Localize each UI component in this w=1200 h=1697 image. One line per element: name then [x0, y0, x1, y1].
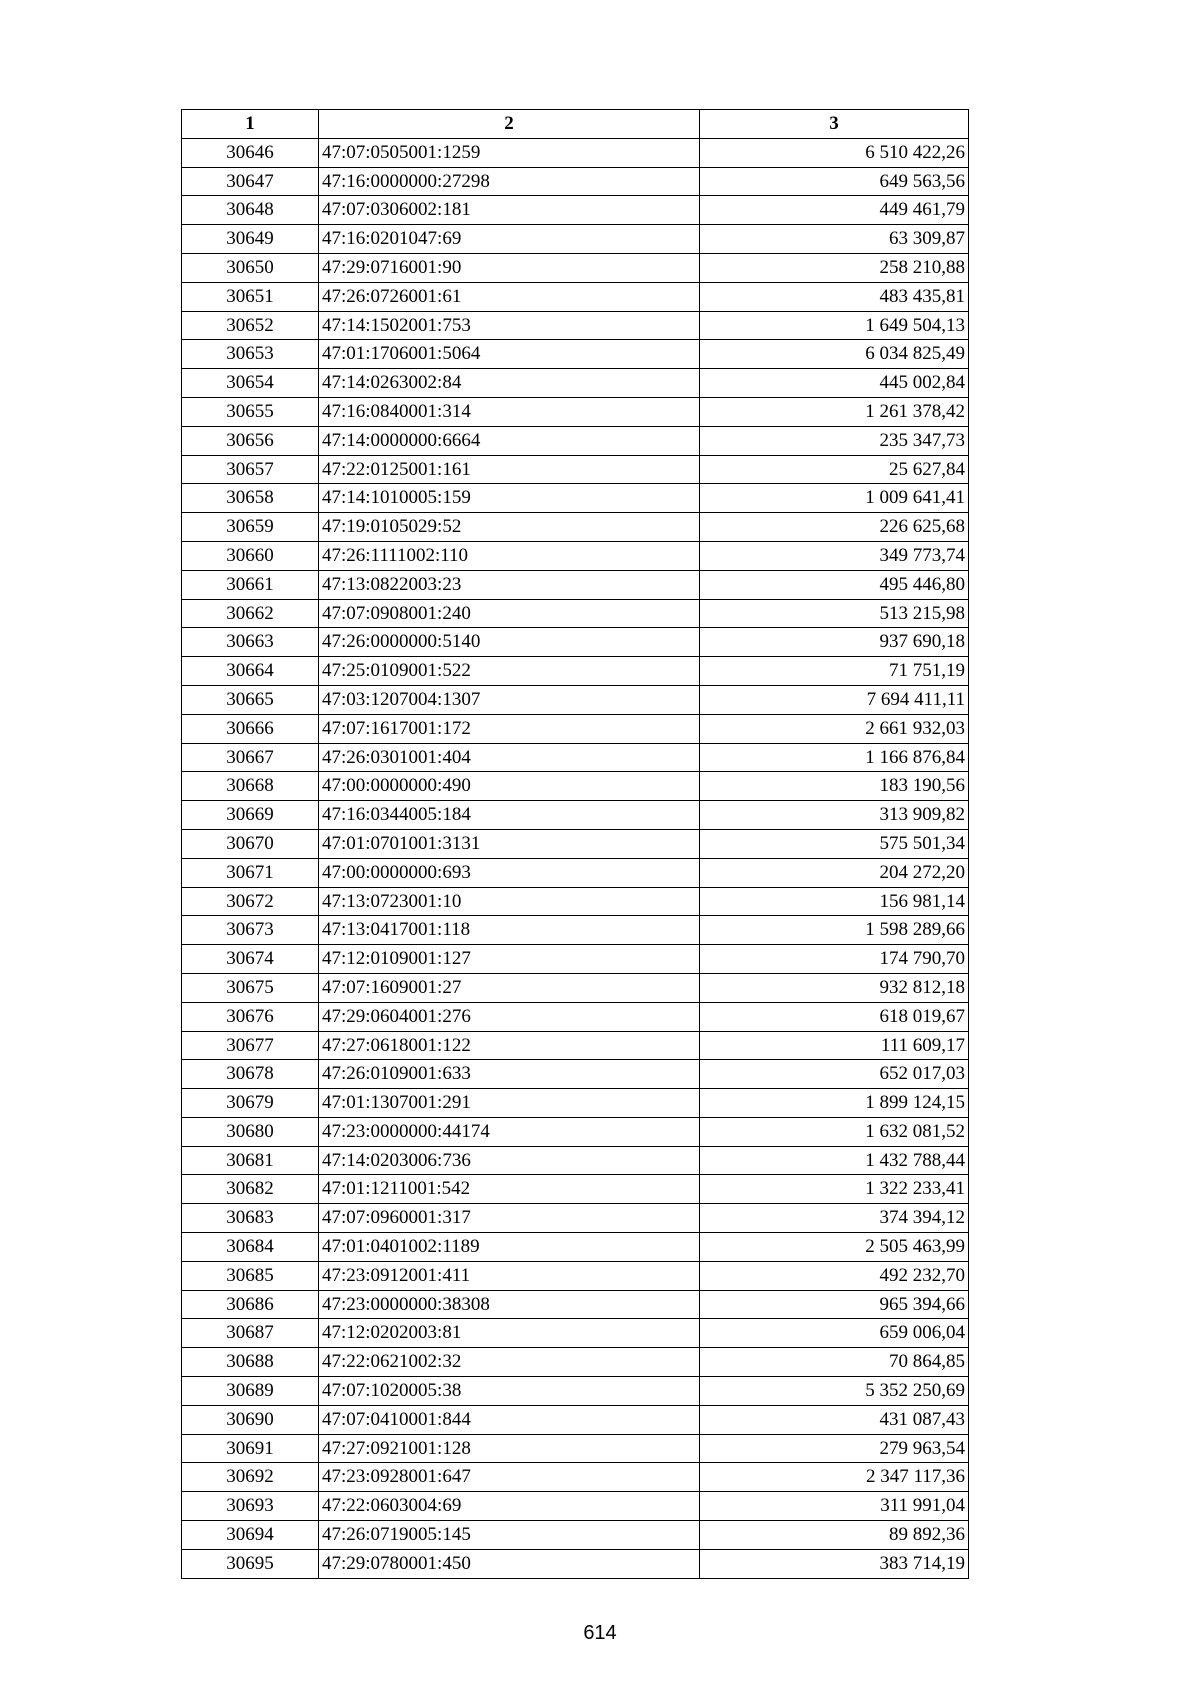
cadastral-number-cell: 47:14:0000000:6664: [319, 426, 700, 455]
value-cell: 111 609,17: [700, 1031, 969, 1060]
row-number-cell: 30685: [182, 1261, 319, 1290]
table-row: [182, 1405, 969, 1434]
cadastral-number-cell: 47:23:0912001:411: [319, 1261, 700, 1290]
table-row: [182, 685, 969, 714]
table-row: [182, 1549, 969, 1578]
cadastral-number-cell: 47:26:1111002:110: [319, 541, 700, 570]
cadastral-number-cell: 47:26:0719005:145: [319, 1521, 700, 1550]
table-row: [182, 1060, 969, 1089]
row-number-cell: 30657: [182, 455, 319, 484]
row-number-cell: 30691: [182, 1434, 319, 1463]
column-header-1: 1: [182, 110, 319, 139]
table-row: [182, 916, 969, 945]
value-cell: 449 461,79: [700, 196, 969, 225]
table-row: [182, 1521, 969, 1550]
table-row: [182, 138, 969, 167]
value-cell: 1 632 081,52: [700, 1117, 969, 1146]
cadastral-number-cell: 47:27:0921001:128: [319, 1434, 700, 1463]
value-cell: 965 394,66: [700, 1290, 969, 1319]
value-cell: 1 432 788,44: [700, 1146, 969, 1175]
row-number-cell: 30668: [182, 772, 319, 801]
cadastral-number-cell: 47:26:0000000:5140: [319, 628, 700, 657]
table-row: [182, 484, 969, 513]
cadastral-number-cell: 47:27:0618001:122: [319, 1031, 700, 1060]
column-header-3: 3: [700, 110, 969, 139]
row-number-cell: 30647: [182, 167, 319, 196]
table-header: [182, 110, 969, 139]
table-row: [182, 973, 969, 1002]
table-row: [182, 1463, 969, 1492]
row-number-cell: 30663: [182, 628, 319, 657]
row-number-cell: 30648: [182, 196, 319, 225]
cadastral-number-cell: 47:07:1609001:27: [319, 973, 700, 1002]
table-row: [182, 1002, 969, 1031]
cadastral-number-cell: 47:07:0505001:1259: [319, 138, 700, 167]
value-cell: 313 909,82: [700, 801, 969, 830]
row-number-cell: 30671: [182, 858, 319, 887]
cadastral-number-cell: 47:07:0960001:317: [319, 1204, 700, 1233]
row-number-cell: 30690: [182, 1405, 319, 1434]
page-number: 614: [583, 1622, 617, 1644]
value-cell: 174 790,70: [700, 945, 969, 974]
cadastral-number-cell: 47:13:0822003:23: [319, 570, 700, 599]
cadastral-number-cell: 47:00:0000000:490: [319, 772, 700, 801]
row-number-cell: 30661: [182, 570, 319, 599]
value-cell: 235 347,73: [700, 426, 969, 455]
cadastral-number-cell: 47:03:1207004:1307: [319, 685, 700, 714]
value-cell: 431 087,43: [700, 1405, 969, 1434]
cadastral-number-cell: 47:01:1706001:5064: [319, 340, 700, 369]
column-header-2: 2: [319, 110, 700, 139]
row-number-cell: 30654: [182, 369, 319, 398]
table-row: [182, 801, 969, 830]
row-number-cell: 30651: [182, 282, 319, 311]
cadastral-number-cell: 47:01:1307001:291: [319, 1089, 700, 1118]
value-cell: 156 981,14: [700, 887, 969, 916]
row-number-cell: 30653: [182, 340, 319, 369]
cadastral-value-table: [181, 109, 969, 1579]
table-row: [182, 426, 969, 455]
table-row: [182, 714, 969, 743]
cadastral-number-cell: 47:16:0000000:27298: [319, 167, 700, 196]
cadastral-number-cell: 47:13:0723001:10: [319, 887, 700, 916]
table-row: [182, 887, 969, 916]
value-cell: 71 751,19: [700, 657, 969, 686]
cadastral-number-cell: 47:07:1020005:38: [319, 1377, 700, 1406]
cadastral-number-cell: 47:16:0344005:184: [319, 801, 700, 830]
value-cell: 6 034 825,49: [700, 340, 969, 369]
value-cell: 63 309,87: [700, 225, 969, 254]
value-cell: 1 261 378,42: [700, 397, 969, 426]
value-cell: 937 690,18: [700, 628, 969, 657]
table-row: [182, 282, 969, 311]
table-row: [182, 196, 969, 225]
row-number-cell: 30666: [182, 714, 319, 743]
cadastral-number-cell: 47:22:0603004:69: [319, 1492, 700, 1521]
table-row: [182, 772, 969, 801]
value-cell: 349 773,74: [700, 541, 969, 570]
table-row: [182, 1233, 969, 1262]
table-row: [182, 1290, 969, 1319]
value-cell: 445 002,84: [700, 369, 969, 398]
table-row: [182, 1175, 969, 1204]
cadastral-number-cell: 47:22:0125001:161: [319, 455, 700, 484]
value-cell: 183 190,56: [700, 772, 969, 801]
cadastral-number-cell: 47:14:1010005:159: [319, 484, 700, 513]
table-row: [182, 1377, 969, 1406]
row-number-cell: 30649: [182, 225, 319, 254]
cadastral-number-cell: 47:07:0306002:181: [319, 196, 700, 225]
value-cell: 1 166 876,84: [700, 743, 969, 772]
value-cell: 204 272,20: [700, 858, 969, 887]
table-row: [182, 1117, 969, 1146]
row-number-cell: 30674: [182, 945, 319, 974]
table-row: [182, 340, 969, 369]
value-cell: 513 215,98: [700, 599, 969, 628]
value-cell: 659 006,04: [700, 1319, 969, 1348]
row-number-cell: 30673: [182, 916, 319, 945]
table-row: [182, 167, 969, 196]
table-row: [182, 628, 969, 657]
table-row: [182, 599, 969, 628]
row-number-cell: 30670: [182, 829, 319, 858]
value-cell: 492 232,70: [700, 1261, 969, 1290]
cadastral-number-cell: 47:26:0301001:404: [319, 743, 700, 772]
value-cell: 5 352 250,69: [700, 1377, 969, 1406]
row-number-cell: 30681: [182, 1146, 319, 1175]
table-row: [182, 1031, 969, 1060]
table-row: [182, 225, 969, 254]
table-row: [182, 513, 969, 542]
row-number-cell: 30695: [182, 1549, 319, 1578]
cadastral-number-cell: 47:26:0726001:61: [319, 282, 700, 311]
value-cell: 575 501,34: [700, 829, 969, 858]
table-row: [182, 829, 969, 858]
cadastral-number-cell: 47:07:1617001:172: [319, 714, 700, 743]
table-row: [182, 743, 969, 772]
table-row: [182, 1146, 969, 1175]
row-number-cell: 30682: [182, 1175, 319, 1204]
row-number-cell: 30679: [182, 1089, 319, 1118]
table-row: [182, 1204, 969, 1233]
cadastral-number-cell: 47:29:0716001:90: [319, 253, 700, 282]
value-cell: 2 661 932,03: [700, 714, 969, 743]
cadastral-number-cell: 47:23:0000000:38308: [319, 1290, 700, 1319]
value-cell: 374 394,12: [700, 1204, 969, 1233]
row-number-cell: 30650: [182, 253, 319, 282]
value-cell: 2 347 117,36: [700, 1463, 969, 1492]
value-cell: 618 019,67: [700, 1002, 969, 1031]
cadastral-number-cell: 47:01:0701001:3131: [319, 829, 700, 858]
table-row: [182, 657, 969, 686]
cadastral-number-cell: 47:16:0201047:69: [319, 225, 700, 254]
cadastral-number-cell: 47:25:0109001:522: [319, 657, 700, 686]
row-number-cell: 30675: [182, 973, 319, 1002]
value-cell: 652 017,03: [700, 1060, 969, 1089]
cadastral-number-cell: 47:14:0203006:736: [319, 1146, 700, 1175]
table-row: [182, 1348, 969, 1377]
row-number-cell: 30659: [182, 513, 319, 542]
row-number-cell: 30656: [182, 426, 319, 455]
row-number-cell: 30687: [182, 1319, 319, 1348]
value-cell: 226 625,68: [700, 513, 969, 542]
table-row: [182, 311, 969, 340]
row-number-cell: 30655: [182, 397, 319, 426]
row-number-cell: 30683: [182, 1204, 319, 1233]
table-row: [182, 1492, 969, 1521]
cadastral-number-cell: 47:26:0109001:633: [319, 1060, 700, 1089]
row-number-cell: 30669: [182, 801, 319, 830]
value-cell: 1 598 289,66: [700, 916, 969, 945]
value-cell: 495 446,80: [700, 570, 969, 599]
value-cell: 1 322 233,41: [700, 1175, 969, 1204]
cadastral-number-cell: 47:19:0105029:52: [319, 513, 700, 542]
table-row: [182, 1261, 969, 1290]
table-row: [182, 1434, 969, 1463]
cadastral-number-cell: 47:23:0000000:44174: [319, 1117, 700, 1146]
value-cell: 1 899 124,15: [700, 1089, 969, 1118]
table-header-row: [182, 110, 969, 139]
table-row: [182, 1319, 969, 1348]
table-row: [182, 541, 969, 570]
row-number-cell: 30694: [182, 1521, 319, 1550]
value-cell: 649 563,56: [700, 167, 969, 196]
table-row: [182, 369, 969, 398]
value-cell: 383 714,19: [700, 1549, 969, 1578]
cadastral-number-cell: 47:07:0410001:844: [319, 1405, 700, 1434]
cadastral-number-cell: 47:14:1502001:753: [319, 311, 700, 340]
value-cell: 6 510 422,26: [700, 138, 969, 167]
table-row: [182, 455, 969, 484]
cadastral-number-cell: 47:12:0202003:81: [319, 1319, 700, 1348]
value-cell: 89 892,36: [700, 1521, 969, 1550]
value-cell: 311 991,04: [700, 1492, 969, 1521]
table-row: [182, 397, 969, 426]
value-cell: 258 210,88: [700, 253, 969, 282]
row-number-cell: 30665: [182, 685, 319, 714]
row-number-cell: 30680: [182, 1117, 319, 1146]
value-cell: 70 864,85: [700, 1348, 969, 1377]
cadastral-number-cell: 47:00:0000000:693: [319, 858, 700, 887]
row-number-cell: 30692: [182, 1463, 319, 1492]
row-number-cell: 30676: [182, 1002, 319, 1031]
cadastral-number-cell: 47:22:0621002:32: [319, 1348, 700, 1377]
row-number-cell: 30688: [182, 1348, 319, 1377]
value-cell: 1 649 504,13: [700, 311, 969, 340]
cadastral-number-cell: 47:01:1211001:542: [319, 1175, 700, 1204]
table-row: [182, 858, 969, 887]
value-cell: 25 627,84: [700, 455, 969, 484]
cadastral-number-cell: 47:16:0840001:314: [319, 397, 700, 426]
cadastral-number-cell: 47:07:0908001:240: [319, 599, 700, 628]
row-number-cell: 30686: [182, 1290, 319, 1319]
value-cell: 932 812,18: [700, 973, 969, 1002]
cadastral-number-cell: 47:12:0109001:127: [319, 945, 700, 974]
row-number-cell: 30678: [182, 1060, 319, 1089]
cadastral-number-cell: 47:13:0417001:118: [319, 916, 700, 945]
row-number-cell: 30662: [182, 599, 319, 628]
row-number-cell: 30677: [182, 1031, 319, 1060]
row-number-cell: 30664: [182, 657, 319, 686]
table-row: [182, 945, 969, 974]
table-row: [182, 253, 969, 282]
row-number-cell: 30652: [182, 311, 319, 340]
row-number-cell: 30693: [182, 1492, 319, 1521]
row-number-cell: 30684: [182, 1233, 319, 1262]
row-number-cell: 30660: [182, 541, 319, 570]
cadastral-number-cell: 47:14:0263002:84: [319, 369, 700, 398]
row-number-cell: 30646: [182, 138, 319, 167]
row-number-cell: 30672: [182, 887, 319, 916]
value-cell: 1 009 641,41: [700, 484, 969, 513]
row-number-cell: 30658: [182, 484, 319, 513]
cadastral-number-cell: 47:23:0928001:647: [319, 1463, 700, 1492]
row-number-cell: 30689: [182, 1377, 319, 1406]
value-cell: 279 963,54: [700, 1434, 969, 1463]
cadastral-number-cell: 47:29:0780001:450: [319, 1549, 700, 1578]
cadastral-number-cell: 47:01:0401002:1189: [319, 1233, 700, 1262]
value-cell: 483 435,81: [700, 282, 969, 311]
table-row: [182, 570, 969, 599]
value-cell: 2 505 463,99: [700, 1233, 969, 1262]
row-number-cell: 30667: [182, 743, 319, 772]
value-cell: 7 694 411,11: [700, 685, 969, 714]
cadastral-number-cell: 47:29:0604001:276: [319, 1002, 700, 1031]
table-row: [182, 1089, 969, 1118]
table-body: [182, 138, 969, 1578]
